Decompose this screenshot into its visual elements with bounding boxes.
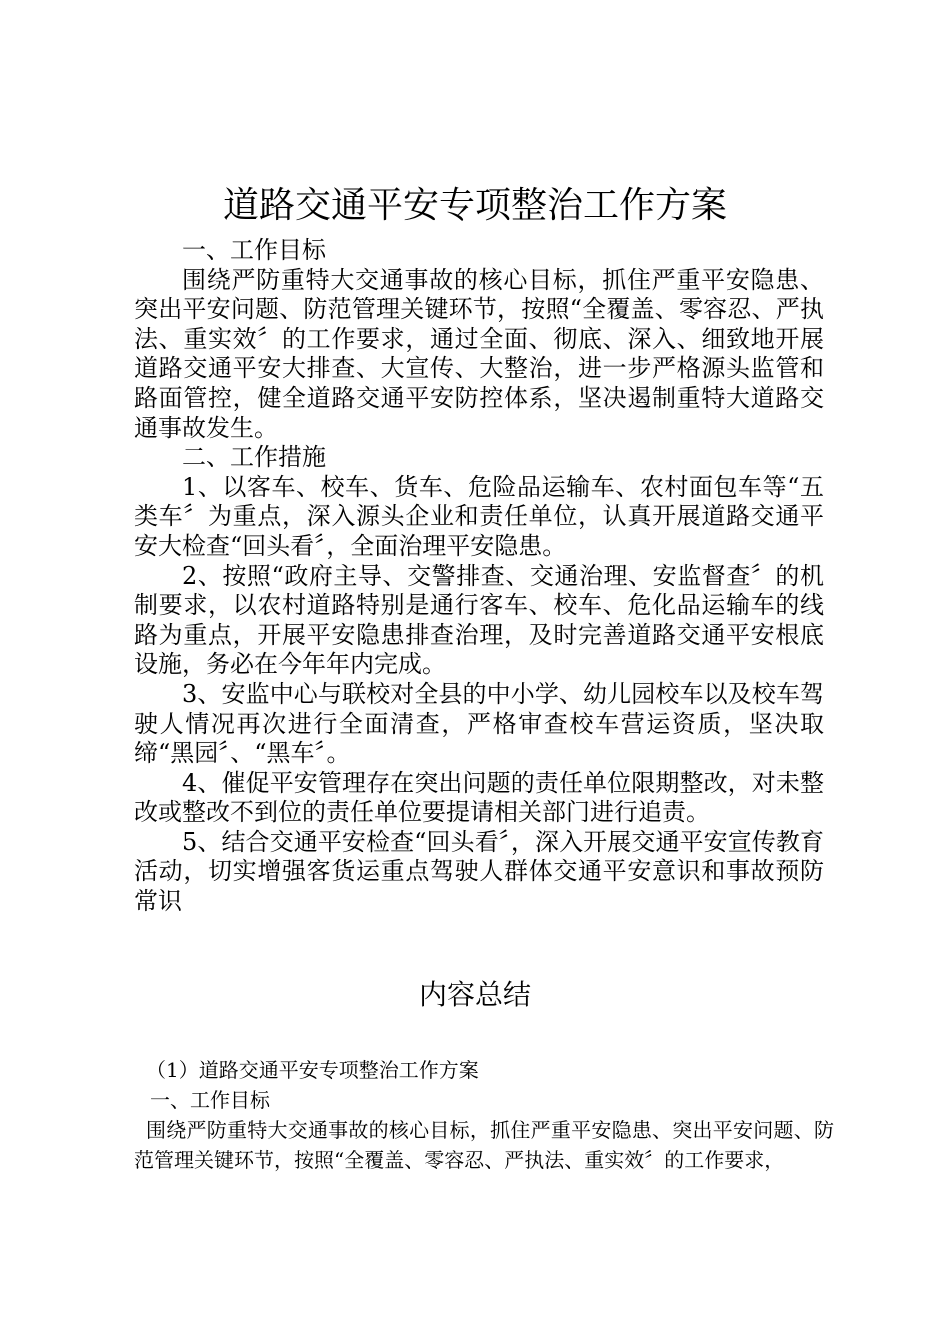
paragraph-measure-3: 3、安监中心与联校对全县的中小学、幼儿园校车以及校车驾驶人情况再次进行全面清查，严格审查校车营运资质，坚决取缔“黑园〞、“黑车〞。 [134,679,824,768]
paragraph-measure-4: 4、催促平安管理存在突出问题的责任单位限期整改，对未整改或整改不到位的责任单位要提请相关部门进行追责。 [134,768,824,827]
paragraph-goals: 围绕严防重特大交通事故的核心目标，抓住严重平安隐患、突出平安问题、防范管理关键环节，按照“全覆盖、零容忍、严执法、重实效〞的工作要求，通过全面、彻底、深入、细致地开展道路交通平安大排查、大宣传、大整治，进一步严格源头监管和路面管控，健全道路交通平安防控体系，坚决遏制重特大道路交通事故发生。 [134,265,824,442]
document-body [134,236,824,917]
section-heading-measures: 二、工作措施 [182,443,326,472]
paragraph-measure-5: 5、结合交通平安检查“回头看〞，深入开展交通平安宣传教育活动，切实增强客货运重点驾驶人群体交通平安意识和事故预防常识 [134,827,824,916]
summary-paragraph: 围绕严防重特大交通事故的核心目标，抓住严重平安隐患、突出平安问题、防范管理关键环节，按照“全覆盖、零容忍、严执法、重实效〞的工作要求， [134,1118,834,1172]
summary-title: 内容总结 [418,978,531,1011]
summary-body [134,1055,834,1175]
section-heading-goals: 一、工作目标 [182,236,326,264]
paragraph-measure-1: 1、以客车、校车、货车、危险品运输车、农村面包车等“五类车〞为重点，深入源头企业和责任单位，认真开展道路交通平安大检查“回头看〞，全面治理平安隐患。 [134,472,824,560]
summary-subheading: 一、工作目标 [150,1088,270,1112]
document-title: 道路交通平安专项整治工作方案 [222,185,727,226]
summary-heading: （1）道路交通平安专项整治工作方案 [146,1058,479,1082]
paragraph-measure-2: 2、按照“政府主导、交警排查、交通治理、安监督查〞的机制要求，以农村道路特别是通行客车、校车、危化品运输车的线路为重点，开展平安隐患排查治理，及时完善道路交通平安根底设施，务必在今年年内完成。 [134,561,824,679]
